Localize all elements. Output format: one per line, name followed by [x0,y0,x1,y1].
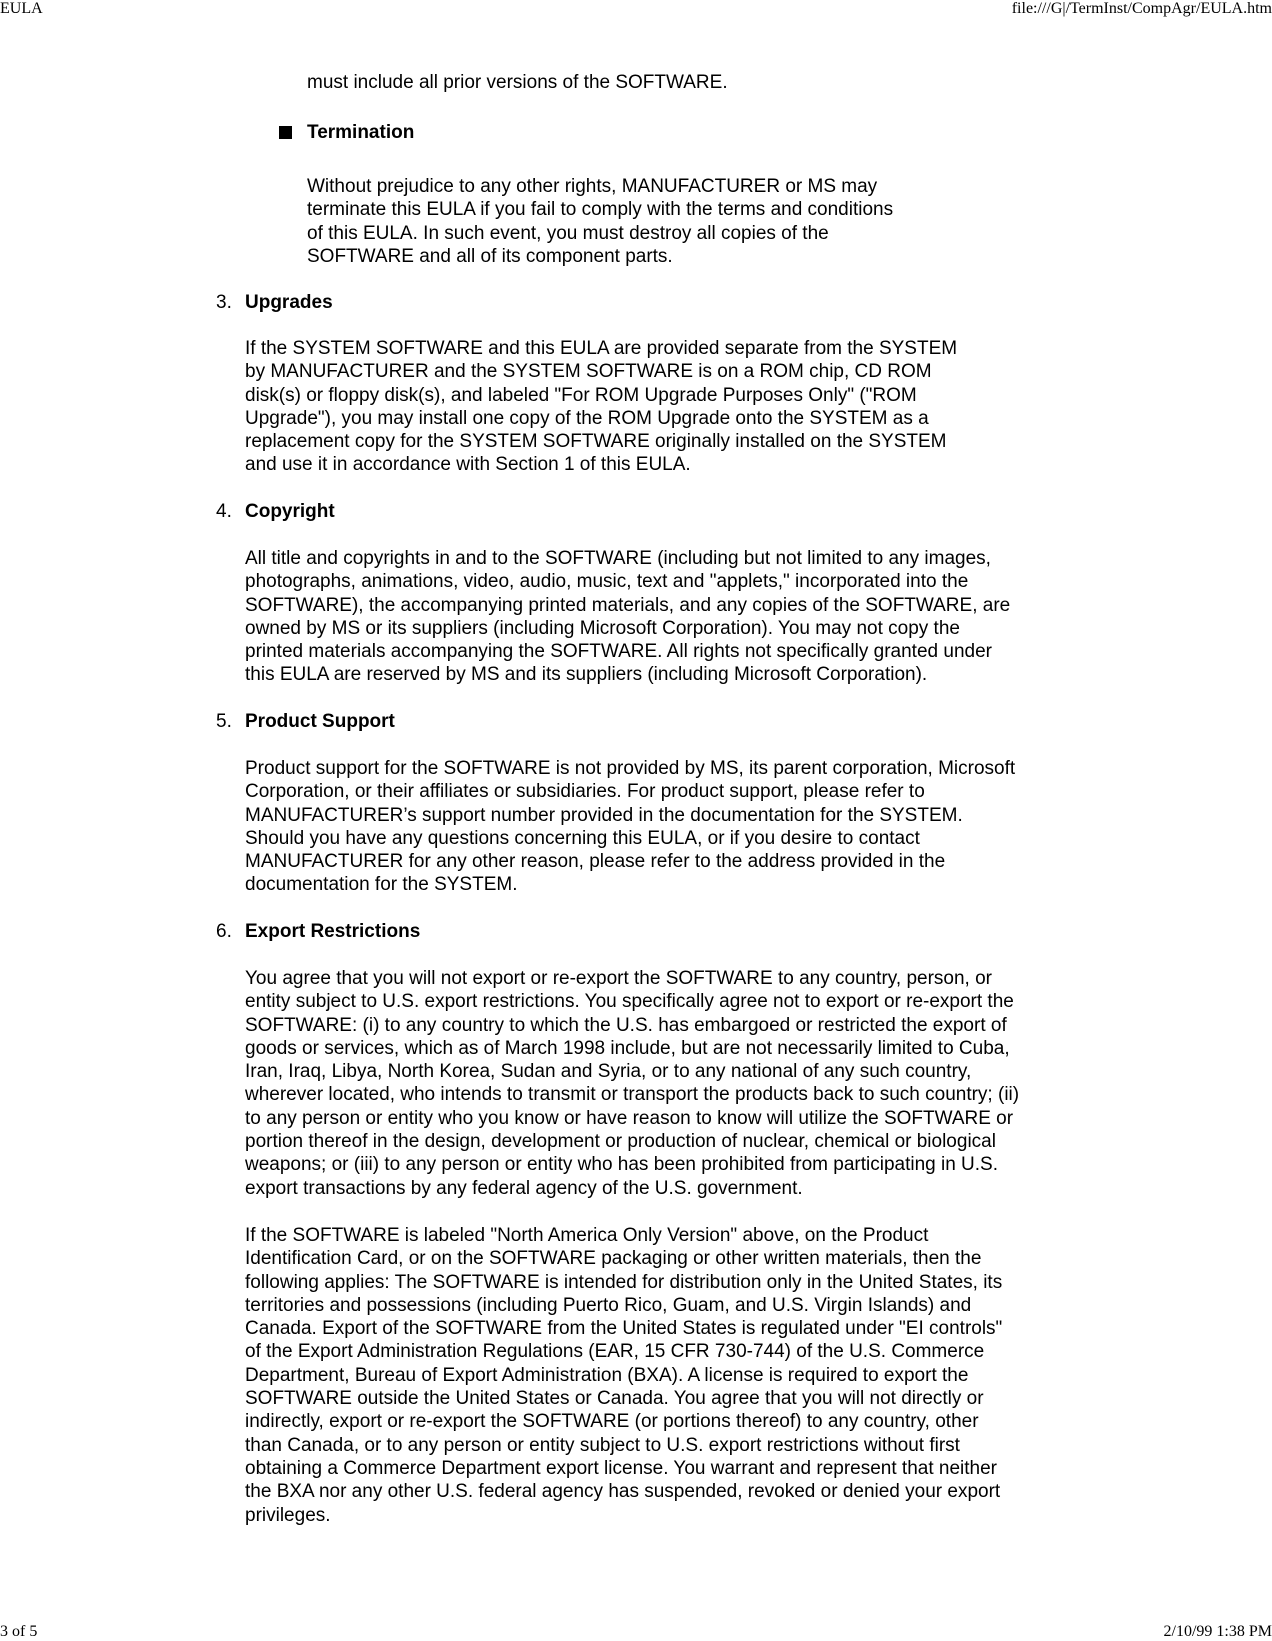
text-line: All title and copyrights in and to the SOFTWARE (including but not limited to any images, [245,548,991,569]
text-line: SOFTWARE outside the United States or Canada. You agree that you will not directly or [245,1388,984,1410]
section-heading: Copyright [245,501,335,522]
text-line: SOFTWARE), the accompanying printed materials, and any copies of the SOFTWARE, are [245,594,1011,616]
text-line: If the SYSTEM SOFTWARE and this EULA are provided separate from the SYSTEM [245,338,958,359]
text-line: by MANUFACTURER and the SYSTEM SOFTWARE is on a ROM chip, CD ROM [245,361,932,383]
text-line: indirectly, export or re-export the SOFTWARE (or portions thereof) to any country, other [245,1411,979,1433]
text-line: the BXA nor any other U.S. federal agency has suspended, revoked or denied your export [245,1481,1001,1503]
text-line: and use it in accordance with Section 1 of this EULA. [245,454,691,476]
text-line: MANUFACTURER’s support number provided in the documentation for the SYSTEM. [245,804,963,826]
text-line: wherever located, who intends to transmit or transport the products back to such country; (ii) [245,1084,1020,1106]
text-line: Product support for the SOFTWARE is not provided by MS, its parent corporation, Microsoft [245,758,1016,779]
text-line: SOFTWARE and all of its component parts. [307,245,673,267]
text-line: to any person or entity who you know or have reason to know will utilize the SOFTWARE or [245,1107,1014,1129]
section-paragraph [245,337,957,477]
text-line: Canada. Export of the SOFTWARE from the United States is regulated under "EI controls" [245,1318,1003,1340]
text-line: MANUFACTURER for any other reason, please refer to the address provided in the [245,851,946,873]
intro-line: must include all prior versions of the SOFTWARE. [307,72,728,93]
section-paragraph [245,547,1010,687]
text-line: obtaining a Commerce Department export license. You warrant and represent that neither [245,1457,997,1479]
text-line: Without prejudice to any other rights, MANUFACTURER or MS may [307,176,878,197]
text-line: of this EULA. In such event, you must destroy all copies of the [307,222,829,244]
text-line: owned by MS or its suppliers (including Microsoft Corporation). You may not copy the [245,617,960,639]
page-footer-page: 3 of 5 [0,1623,38,1640]
text-line: this EULA are reserved by MS and its suppliers (including Microsoft Corporation). [245,664,928,686]
text-line: Should you have any questions concerning this EULA, or if you desire to contact [245,827,920,849]
text-line: photographs, animations, video, audio, music, text and "applets," incorporated into the [245,571,969,593]
text-line: disk(s) or floppy disk(s), and labeled "For ROM Upgrade Purposes Only" ("ROM [245,384,917,406]
text-line: Upgrade"), you may install one copy of the ROM Upgrade onto the SYSTEM as a [245,407,929,429]
text-line: Department, Bureau of Export Administration (BXA). A license is required to export the [245,1364,969,1386]
text-line: than Canada, or to any person or entity subject to U.S. export restrictions without first [245,1434,960,1456]
page-footer-datetime: 2/10/99 1:38 PM [1163,1623,1272,1640]
section-paragraph [245,757,1015,897]
text-line: Corporation, or their affiliates or subsidiaries. For product support, please refer to [245,781,925,803]
section-heading: Export Restrictions [245,921,421,942]
text-line: terminate this EULA if you fail to comply with the terms and conditions [307,199,894,221]
text-line: territories and possessions (including Puerto Rico, Guam, and U.S. Virgin Islands) and [245,1294,972,1316]
text-line: export transactions by any federal agency of the U.S. government. [245,1177,803,1199]
termination-heading: Termination [307,122,415,143]
text-line: privileges. [245,1504,331,1526]
section-heading: Product Support [245,711,395,732]
text-line: of the Export Administration Regulations (EAR, 15 CFR 730-744) of the U.S. Commerce [245,1341,985,1363]
section-number: 3. [216,292,232,313]
text-line: documentation for the SYSTEM. [245,874,518,896]
section-paragraph [245,1224,1002,1527]
text-line: Iran, Iraq, Libya, North Korea, Sudan and Syria, or to any national of any such country, [245,1061,972,1083]
section-paragraph [245,967,1019,1200]
termination-paragraph [307,175,893,268]
square-bullet-icon [279,126,292,139]
section-number: 6. [216,921,232,942]
text-line: weapons; or (iii) to any person or entity who has been prohibited from participating in U.S. [245,1154,999,1176]
text-line: portion thereof in the design, development or production of nuclear, chemical or biological [245,1131,996,1153]
section-heading: Upgrades [245,292,333,313]
text-line: following applies: The SOFTWARE is intended for distribution only in the United States, its [245,1271,1003,1293]
text-line: SOFTWARE: (i) to any country to which the U.S. has embargoed or restricted the export of [245,1014,1007,1036]
page-header-url: file:///G|/TermInst/CompAgr/EULA.htm [1011,0,1272,17]
text-line: entity subject to U.S. export restrictions. You specifically agree not to export or re-export the [245,991,1014,1013]
text-line: Identification Card, or on the SOFTWARE packaging or other written materials, then the [245,1248,982,1270]
text-line: goods or services, which as of March 1998 include, but are not necessarily limited to Cuba, [245,1037,1010,1059]
text-line: If the SOFTWARE is labeled "North America Only Version" above, on the Product [245,1225,929,1246]
text-line: replacement copy for the SYSTEM SOFTWARE originally installed on the SYSTEM [245,431,947,453]
section-number: 4. [216,501,232,522]
page-header-title: EULA [0,0,43,17]
text-line: You agree that you will not export or re-export the SOFTWARE to any country, person, or [245,968,992,989]
section-number: 5. [216,711,232,732]
text-line: printed materials accompanying the SOFTWARE. All rights not specifically granted under [245,641,992,663]
